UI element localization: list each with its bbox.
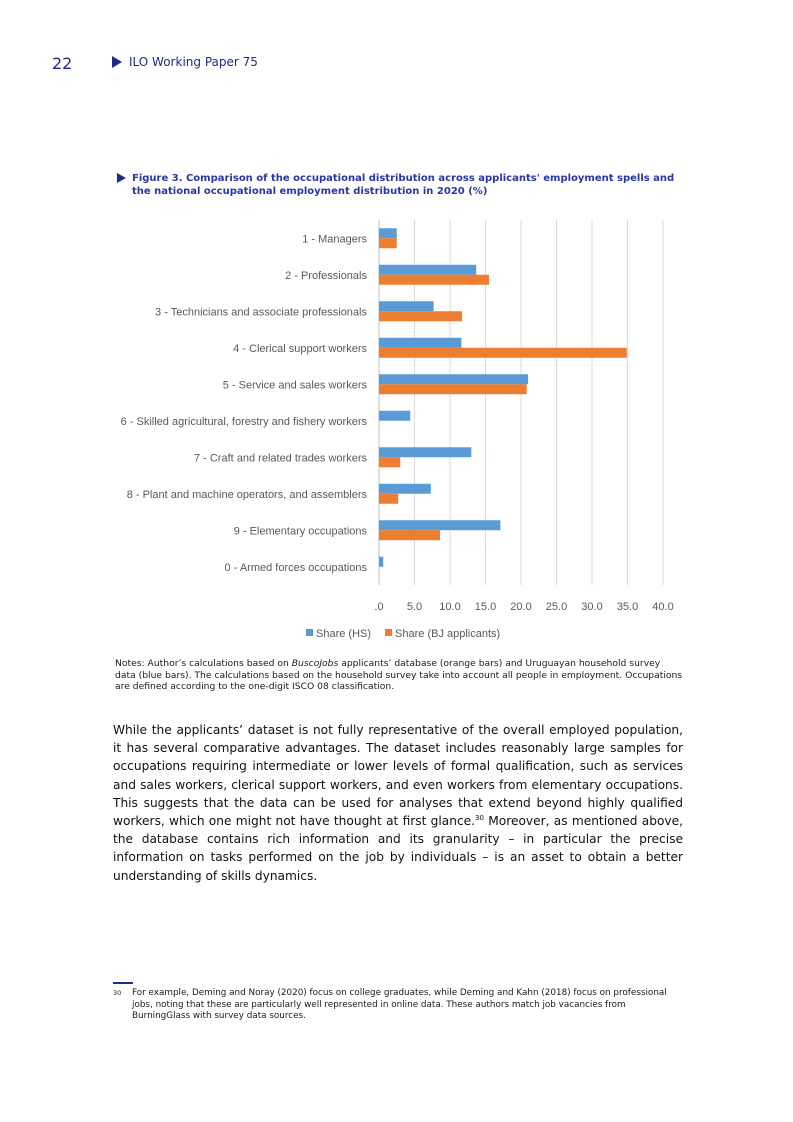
category-label: 6 - Skilled agricultural, forestry and fishery workers	[120, 415, 367, 428]
bar-bj-applicants	[379, 384, 527, 394]
x-tick-label: 5.0	[406, 601, 423, 613]
bar-bj-applicants	[379, 311, 462, 321]
bar-hs	[379, 228, 397, 238]
x-tick-label: 20.0	[510, 601, 532, 613]
category-label: 8 - Plant and machine operators, and assemblers	[126, 488, 367, 501]
bar-bj-applicants	[379, 530, 440, 540]
body-paragraph	[113, 721, 683, 885]
bar-hs	[379, 557, 383, 567]
triangle-bullet-icon	[112, 56, 122, 68]
legend-swatch	[385, 629, 392, 636]
category-label: 1 - Managers	[302, 233, 367, 246]
page-number: 22	[52, 54, 73, 73]
triangle-bullet-icon	[117, 173, 126, 183]
notes-source-name: BuscoJobs	[291, 658, 339, 669]
category-label: 0 - Armed forces occupations	[224, 561, 367, 574]
category-label: 7 - Craft and related trades workers	[193, 452, 367, 465]
category-label: 3 - Technicians and associate professionals	[155, 306, 367, 319]
footnote-reference[interactable]: 30	[475, 813, 484, 822]
bar-hs	[379, 265, 476, 275]
bar-hs	[379, 520, 500, 530]
x-tick-label: 10.0	[439, 601, 461, 613]
bar-hs	[379, 338, 461, 348]
x-tick-label: 30.0	[581, 601, 603, 613]
footnote-number: 30	[113, 989, 122, 997]
running-header-label: ILO Working Paper 75	[129, 55, 258, 69]
legend-swatch	[306, 629, 313, 636]
bar-hs	[379, 374, 528, 384]
category-label: 9 - Elementary occupations	[233, 525, 367, 538]
legend-label: Share (HS)	[316, 628, 372, 640]
figure-title	[117, 172, 682, 198]
figure-title-text: Figure 3. Comparison of the occupational distribution across applicants' employment spells and the national occupational employment distribution in 2020 (%)	[132, 173, 675, 197]
running-header	[112, 55, 258, 69]
bar-bj-applicants	[379, 348, 627, 358]
bar-hs	[379, 411, 410, 421]
bar-hs	[379, 447, 471, 457]
body-text-after: Moreover, as mentioned above, the database contains rich information and its granularity – in particular the precise information on tasks performed on the job by individuals – is an asset to obtain a better understanding of skills dynamics.	[113, 814, 684, 883]
occupation-bar-chart	[0, 205, 793, 650]
footnote-text: For example, Deming and Noray (2020) focus on college graduates, while Deming and Kahn (2018) focus on professional jobs, noting that these are particularly well represented in online data. These authors match job vacancies from BurningGlass with survey data sources.	[132, 988, 667, 1021]
x-tick-label: 15.0	[474, 601, 497, 613]
notes-suffix: applicants’ database (orange bars) and Uruguayan household survey data (blue bars). The calculations based on the household survey take into account all people in employment. Occupations are defined according to the one-digit ISCO 08 classification.	[115, 658, 683, 692]
body-text-before: While the applicants’ dataset is not fully representative of the overall employed population, it has several comparative advantages. The dataset includes reasonably large samples for occupations requiring intermediate or lower levels of formal qualification, such as services and sales workers, clerical support workers, and even workers from elementary occupations. This suggests that the data can be used for analyses that extend beyond highly qualified workers, which one might not have thought at first glance.	[113, 723, 683, 829]
bar-bj-applicants	[379, 238, 397, 248]
bar-hs	[379, 484, 431, 494]
notes-prefix: Notes: Author’s calculations based on	[115, 658, 292, 669]
category-label: 4 - Clerical support workers	[233, 342, 367, 355]
legend-label: Share (BJ applicants)	[395, 628, 501, 640]
x-tick-label: 35.0	[616, 601, 639, 613]
bar-bj-applicants	[379, 275, 489, 285]
bar-hs	[379, 301, 434, 311]
x-tick-label: .0	[374, 601, 384, 613]
bar-bj-applicants	[379, 457, 400, 467]
footnote-divider	[113, 982, 133, 984]
category-label: 2 - Professionals	[285, 269, 367, 282]
x-tick-label: 40.0	[652, 601, 674, 613]
figure-notes	[115, 658, 683, 693]
bar-bj-applicants	[379, 494, 398, 504]
x-tick-label: 25.0	[545, 601, 568, 613]
category-label: 5 - Service and sales workers	[222, 379, 367, 392]
